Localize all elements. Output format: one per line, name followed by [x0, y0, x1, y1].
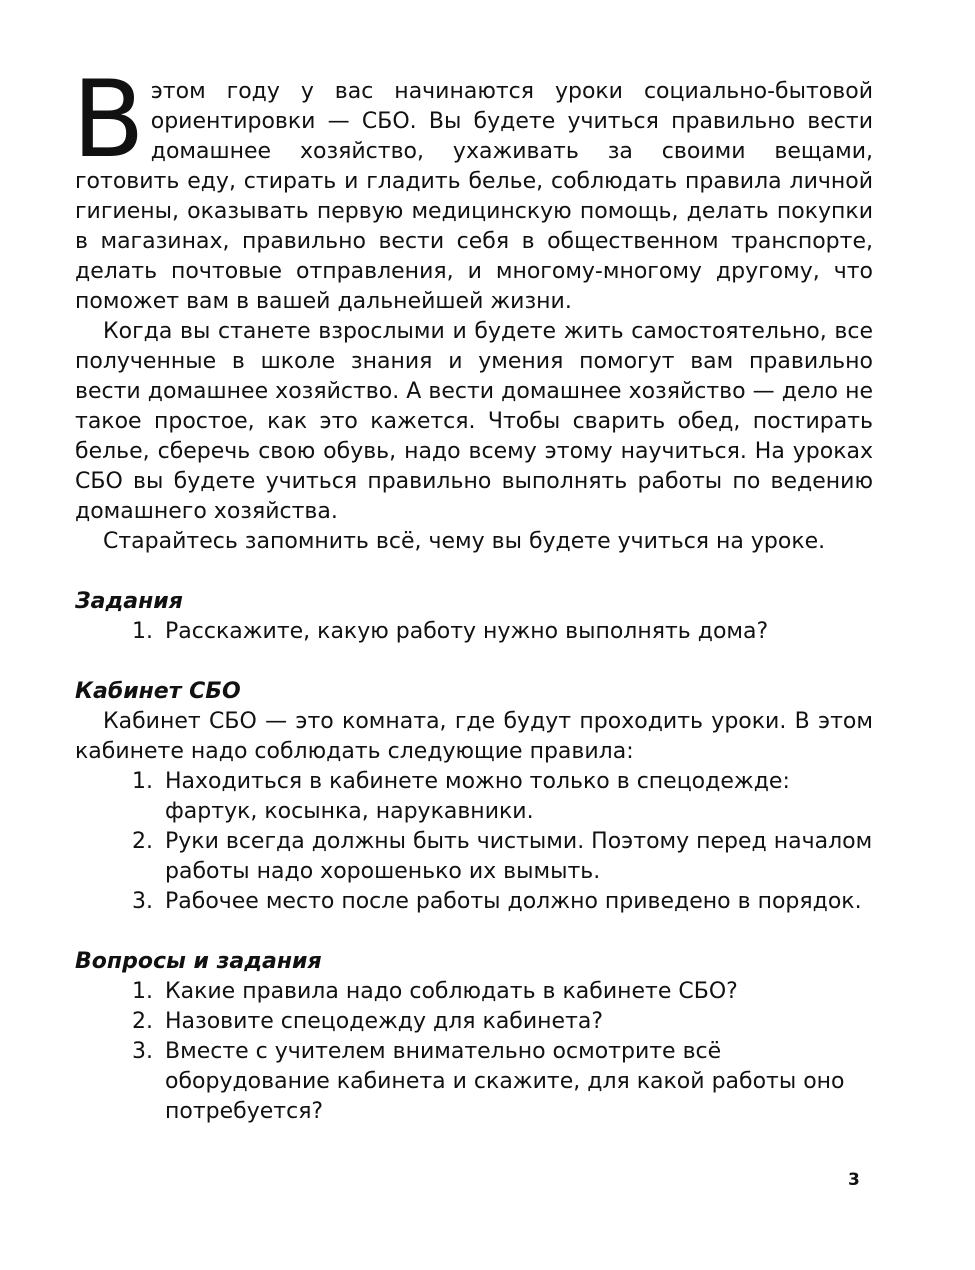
intro-paragraph-2: Когда вы станете взрослыми и будете жить самостоятельно, все полученные в школе знания и умения помогут вам правильно вести домашнее хозяйство. А вести домашнее хозяйство — дело не такое простое, как это кажется. Чтобы сварить обед, постирать белье, сберечь свою обувь, надо всему этому научиться. На уроках СБО вы будете учиться правильно выполнять работы по ведению домашнего хозяйства.: [75, 319, 873, 524]
page-content: [72, 58, 873, 1127]
list-item-text: Рабочее место после работы должно приведено в порядок.: [165, 889, 862, 914]
list-item-text: Вместе с учителем внимательно осмотрите всё оборудование кабинета и скажите, для какой работы оно потребуется?: [165, 1039, 845, 1124]
page-number: 3: [848, 1170, 860, 1190]
list-item-text: Расскажите, какую работу нужно выполнять дома?: [165, 619, 769, 644]
drop-cap: В: [72, 58, 145, 181]
intro-paragraph-1-text: этом году у вас начинаются уроки социально-бытовой ориентировки — СБО. Вы будете учиться правильно вести домашнее хозяйство, ухаживать за своими вещами, готовить еду, стирать и гладить белье, соблюдать правила личной гигиены, оказывать первую медицинскую помощь, делать покупки в магазинах, правильно вести себя в общественном транспорте, делать почтовые отправления, и многому-многому другому, что поможет вам в вашей дальнейшей жизни.: [75, 79, 873, 314]
tasks-list: [75, 617, 873, 647]
list-item: [75, 977, 873, 1007]
list-item: [75, 767, 873, 827]
cabinet-heading: Кабинет СБО: [75, 679, 241, 704]
questions-heading: Вопросы и задания: [75, 949, 322, 974]
cabinet-paragraph: Кабинет СБО — это комната, где будут проходить уроки. В этом кабинете надо соблюдать следующие правила:: [75, 709, 873, 764]
list-item-number: 3.: [132, 1039, 153, 1064]
cabinet-rules-list: [75, 767, 873, 917]
list-item-number: 1.: [132, 979, 153, 1004]
list-item-number: 1.: [132, 619, 153, 644]
list-item-text: Руки всегда должны быть чистыми. Поэтому перед началом работы надо хорошенько их вымыть.: [165, 829, 873, 884]
intro-paragraph-3: Старайтесь запомнить всё, чему вы будете учиться на уроке.: [103, 529, 826, 554]
tasks-heading: Задания: [75, 589, 183, 614]
list-item-number: 3.: [132, 889, 153, 914]
list-item-text: Назовите спецодежду для кабинета?: [165, 1009, 604, 1034]
list-item: [75, 887, 873, 917]
list-item-number: 1.: [132, 769, 153, 794]
list-item-number: 2.: [132, 1009, 153, 1034]
list-item: [75, 617, 873, 647]
section-gap: [75, 557, 873, 587]
list-item-number: 2.: [132, 829, 153, 854]
section-gap: [75, 917, 873, 947]
list-item: [75, 827, 873, 887]
section-gap: [75, 647, 873, 677]
questions-list: [75, 977, 873, 1127]
intro-paragraph-1: [72, 58, 873, 317]
list-item-text: Находиться в кабинете можно только в спецодежде: фартук, косынка, нарукавники.: [165, 769, 790, 824]
list-item-text: Какие правила надо соблюдать в кабинете СБО?: [165, 979, 738, 1004]
list-item: [75, 1037, 873, 1127]
list-item: [75, 1007, 873, 1037]
